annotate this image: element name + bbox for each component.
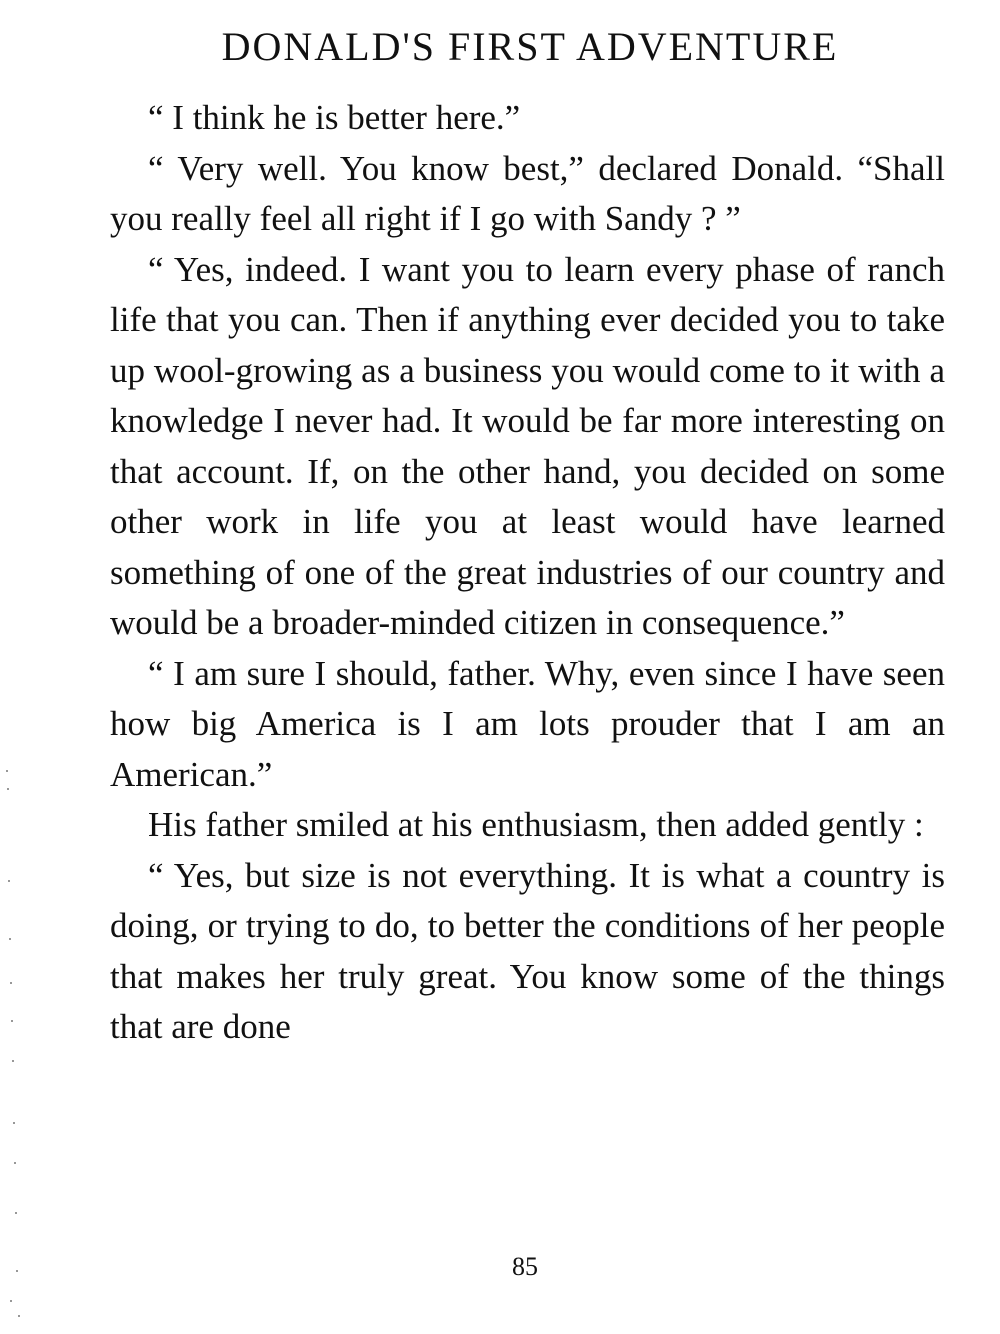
paragraph: “ Yes, but size is not everything. It is what a country is doing, or trying to do, to better the conditions of her people that makes her truly great. You know some of the things that are done <box>110 855 945 1046</box>
running-header: DONALD'S FIRST ADVENTURE <box>221 24 839 69</box>
scan-margin-specks <box>0 760 30 1330</box>
scan-speck <box>18 1315 20 1317</box>
scan-speck <box>6 770 8 772</box>
scan-speck <box>9 938 11 940</box>
paragraph: “ Very well. You know best,” declared Donald. “Shall you really feel all right if I go with Sandy ? ” <box>110 148 945 238</box>
scan-speck <box>13 1122 15 1124</box>
scan-speck <box>8 880 10 882</box>
scan-speck <box>10 982 12 984</box>
scan-speck <box>7 788 9 790</box>
body-text <box>110 93 945 1053</box>
scan-speck <box>14 1162 16 1164</box>
paragraph: “ I think he is better here.” <box>148 98 521 137</box>
paragraph: “ I am sure I should, father. Why, even since I have seen how big America is I am lots prouder that I am an American.” <box>110 653 945 794</box>
page-number: 85 <box>512 1252 538 1281</box>
paragraph: His father smiled at his enthusiasm, then added gently : <box>148 805 924 844</box>
scan-speck <box>16 1270 18 1272</box>
paragraph: “ Yes, indeed. I want you to learn every phase of ranch life that you can. Then if anything ever decided you to take up wool-growing as a business you would come to it with a knowledge I never had. It would be far more interesting on that account. If, on the other hand, you decided on some other work in life you at least would have learned something of one of the great industries of our country and would be a broader-minded citizen in consequence.” <box>110 249 945 642</box>
scan-speck <box>15 1212 17 1214</box>
scan-speck <box>12 1060 14 1062</box>
scan-speck <box>11 1020 13 1022</box>
scan-speck <box>10 1300 12 1302</box>
